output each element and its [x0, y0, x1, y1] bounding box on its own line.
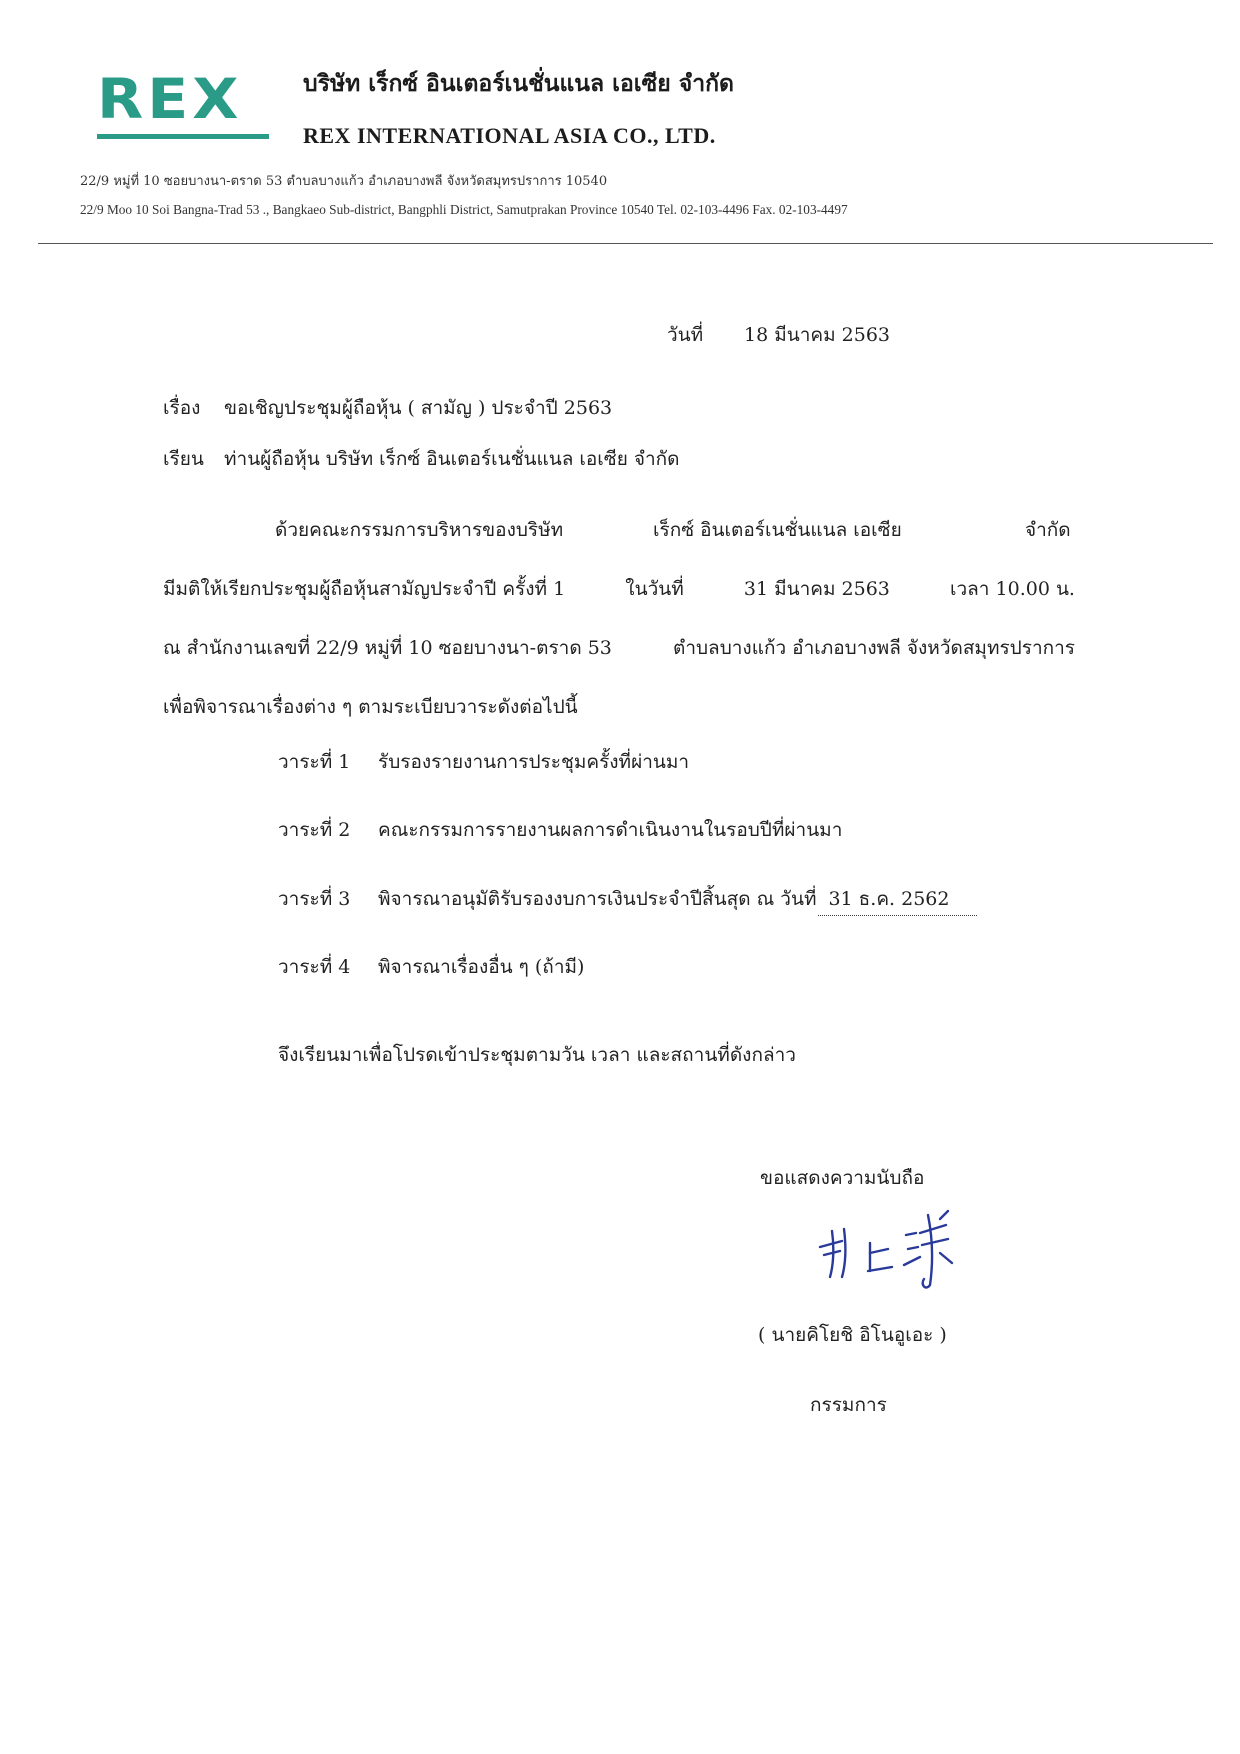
header-divider — [38, 243, 1213, 244]
paragraph-line2 — [163, 574, 1075, 604]
agenda-text-3: พิจารณาอนุมัติรับรองงบการเงินประจำปีสิ้นสุด ณ วันที่ — [378, 888, 817, 910]
paragraph-line1-part3: จำกัด — [1025, 519, 1071, 541]
paragraph-line2-part2: ในวันที่ — [625, 578, 684, 600]
logo-underline — [97, 134, 269, 139]
paragraph-line3-part2: ตำบลบางแก้ว อำเภอบางพลี จังหวัดสมุทรปราการ — [672, 637, 1075, 659]
paragraph-line4: เพื่อพิจารณาเรื่องต่าง ๆ ตามระเบียบวาระดังต่อไปนี้ — [163, 696, 578, 718]
signer-title: กรรมการ — [810, 1394, 887, 1416]
agenda-text-1: รับรองรายงานการประชุมครั้งที่ผ่านมา — [378, 751, 690, 773]
recipient-label: เรียน — [163, 448, 204, 470]
paragraph-line3-part1: ณ สำนักงานเลขที่ 22/9 หมู่ที่ 10 ซอยบางนา-ตราด 53 — [163, 637, 612, 659]
regards-text: ขอแสดงความนับถือ — [760, 1167, 925, 1189]
handwritten-signature — [812, 1205, 962, 1295]
company-logo — [97, 67, 269, 139]
agenda-text-2: คณะกรรมการรายงานผลการดำเนินงานในรอบปีที่ผ่านมา — [378, 819, 843, 841]
paragraph-line2-part1: มีมติให้เรียกประชุมผู้ถือหุ้นสามัญประจำปี ครั้งที่ 1 — [163, 578, 566, 600]
paragraph-line1-part1: ด้วยคณะกรรมการบริหารของบริษัท — [275, 519, 564, 541]
date-value: 18 มีนาคม 2563 — [744, 324, 891, 346]
agenda-item-3 — [378, 884, 977, 916]
agenda-label-3: วาระที่ 3 — [278, 888, 351, 910]
agenda-label-1: วาระที่ 1 — [278, 751, 351, 773]
agenda-label-2: วาระที่ 2 — [278, 819, 351, 841]
paragraph-line1-part2: เร็กซ์ อินเตอร์เนชั่นแนล เอเซีย — [653, 519, 902, 541]
date-label: วันที่ — [667, 324, 704, 346]
agenda-date-fill: 31 ธ.ค. 2562 — [818, 884, 977, 916]
agenda-text-4: พิจารณาเรื่องอื่น ๆ (ถ้ามี) — [378, 956, 585, 978]
subject-text: ขอเชิญประชุมผู้ถือหุ้น ( สามัญ ) ประจำปี 2563 — [224, 397, 613, 419]
paragraph-line2-part3: 31 มีนาคม 2563 — [743, 578, 890, 600]
recipient-text: ท่านผู้ถือหุ้น บริษัท เร็กซ์ อินเตอร์เนชั่นแนล เอเซีย จำกัด — [224, 448, 680, 470]
company-name-th: บริษัท เร็กซ์ อินเตอร์เนชั่นแนล เอเซีย จำกัด — [303, 70, 734, 97]
signer-name: ( นายคิโยชิ อิโนอูเอะ ) — [758, 1324, 947, 1346]
company-name-en: REX INTERNATIONAL ASIA CO., LTD. — [303, 123, 716, 148]
subject-label: เรื่อง — [163, 397, 201, 419]
agenda-label-4: วาระที่ 4 — [278, 956, 351, 978]
logo-text: REX — [97, 67, 243, 132]
address-th: 22/9 หมู่ที่ 10 ซอยบางนา-ตราด 53 ตำบลบางแก้ว อำเภอบางพลี จังหวัดสมุทรปราการ 10540 — [80, 174, 608, 189]
paragraph-line2-part4: เวลา 10.00 น. — [950, 578, 1075, 600]
address-en: 22/9 Moo 10 Soi Bangna-Trad 53 ., Bangkaeo Sub-district, Bangphli District, Samutprakan Province 10540 Tel. 02-103-4496 Fax. 02-103-4497 — [80, 202, 848, 217]
closing-paragraph: จึงเรียนมาเพื่อโปรดเข้าประชุมตามวัน เวลา และสถานที่ดังกล่าว — [278, 1044, 796, 1066]
paragraph-line3 — [163, 633, 1075, 663]
